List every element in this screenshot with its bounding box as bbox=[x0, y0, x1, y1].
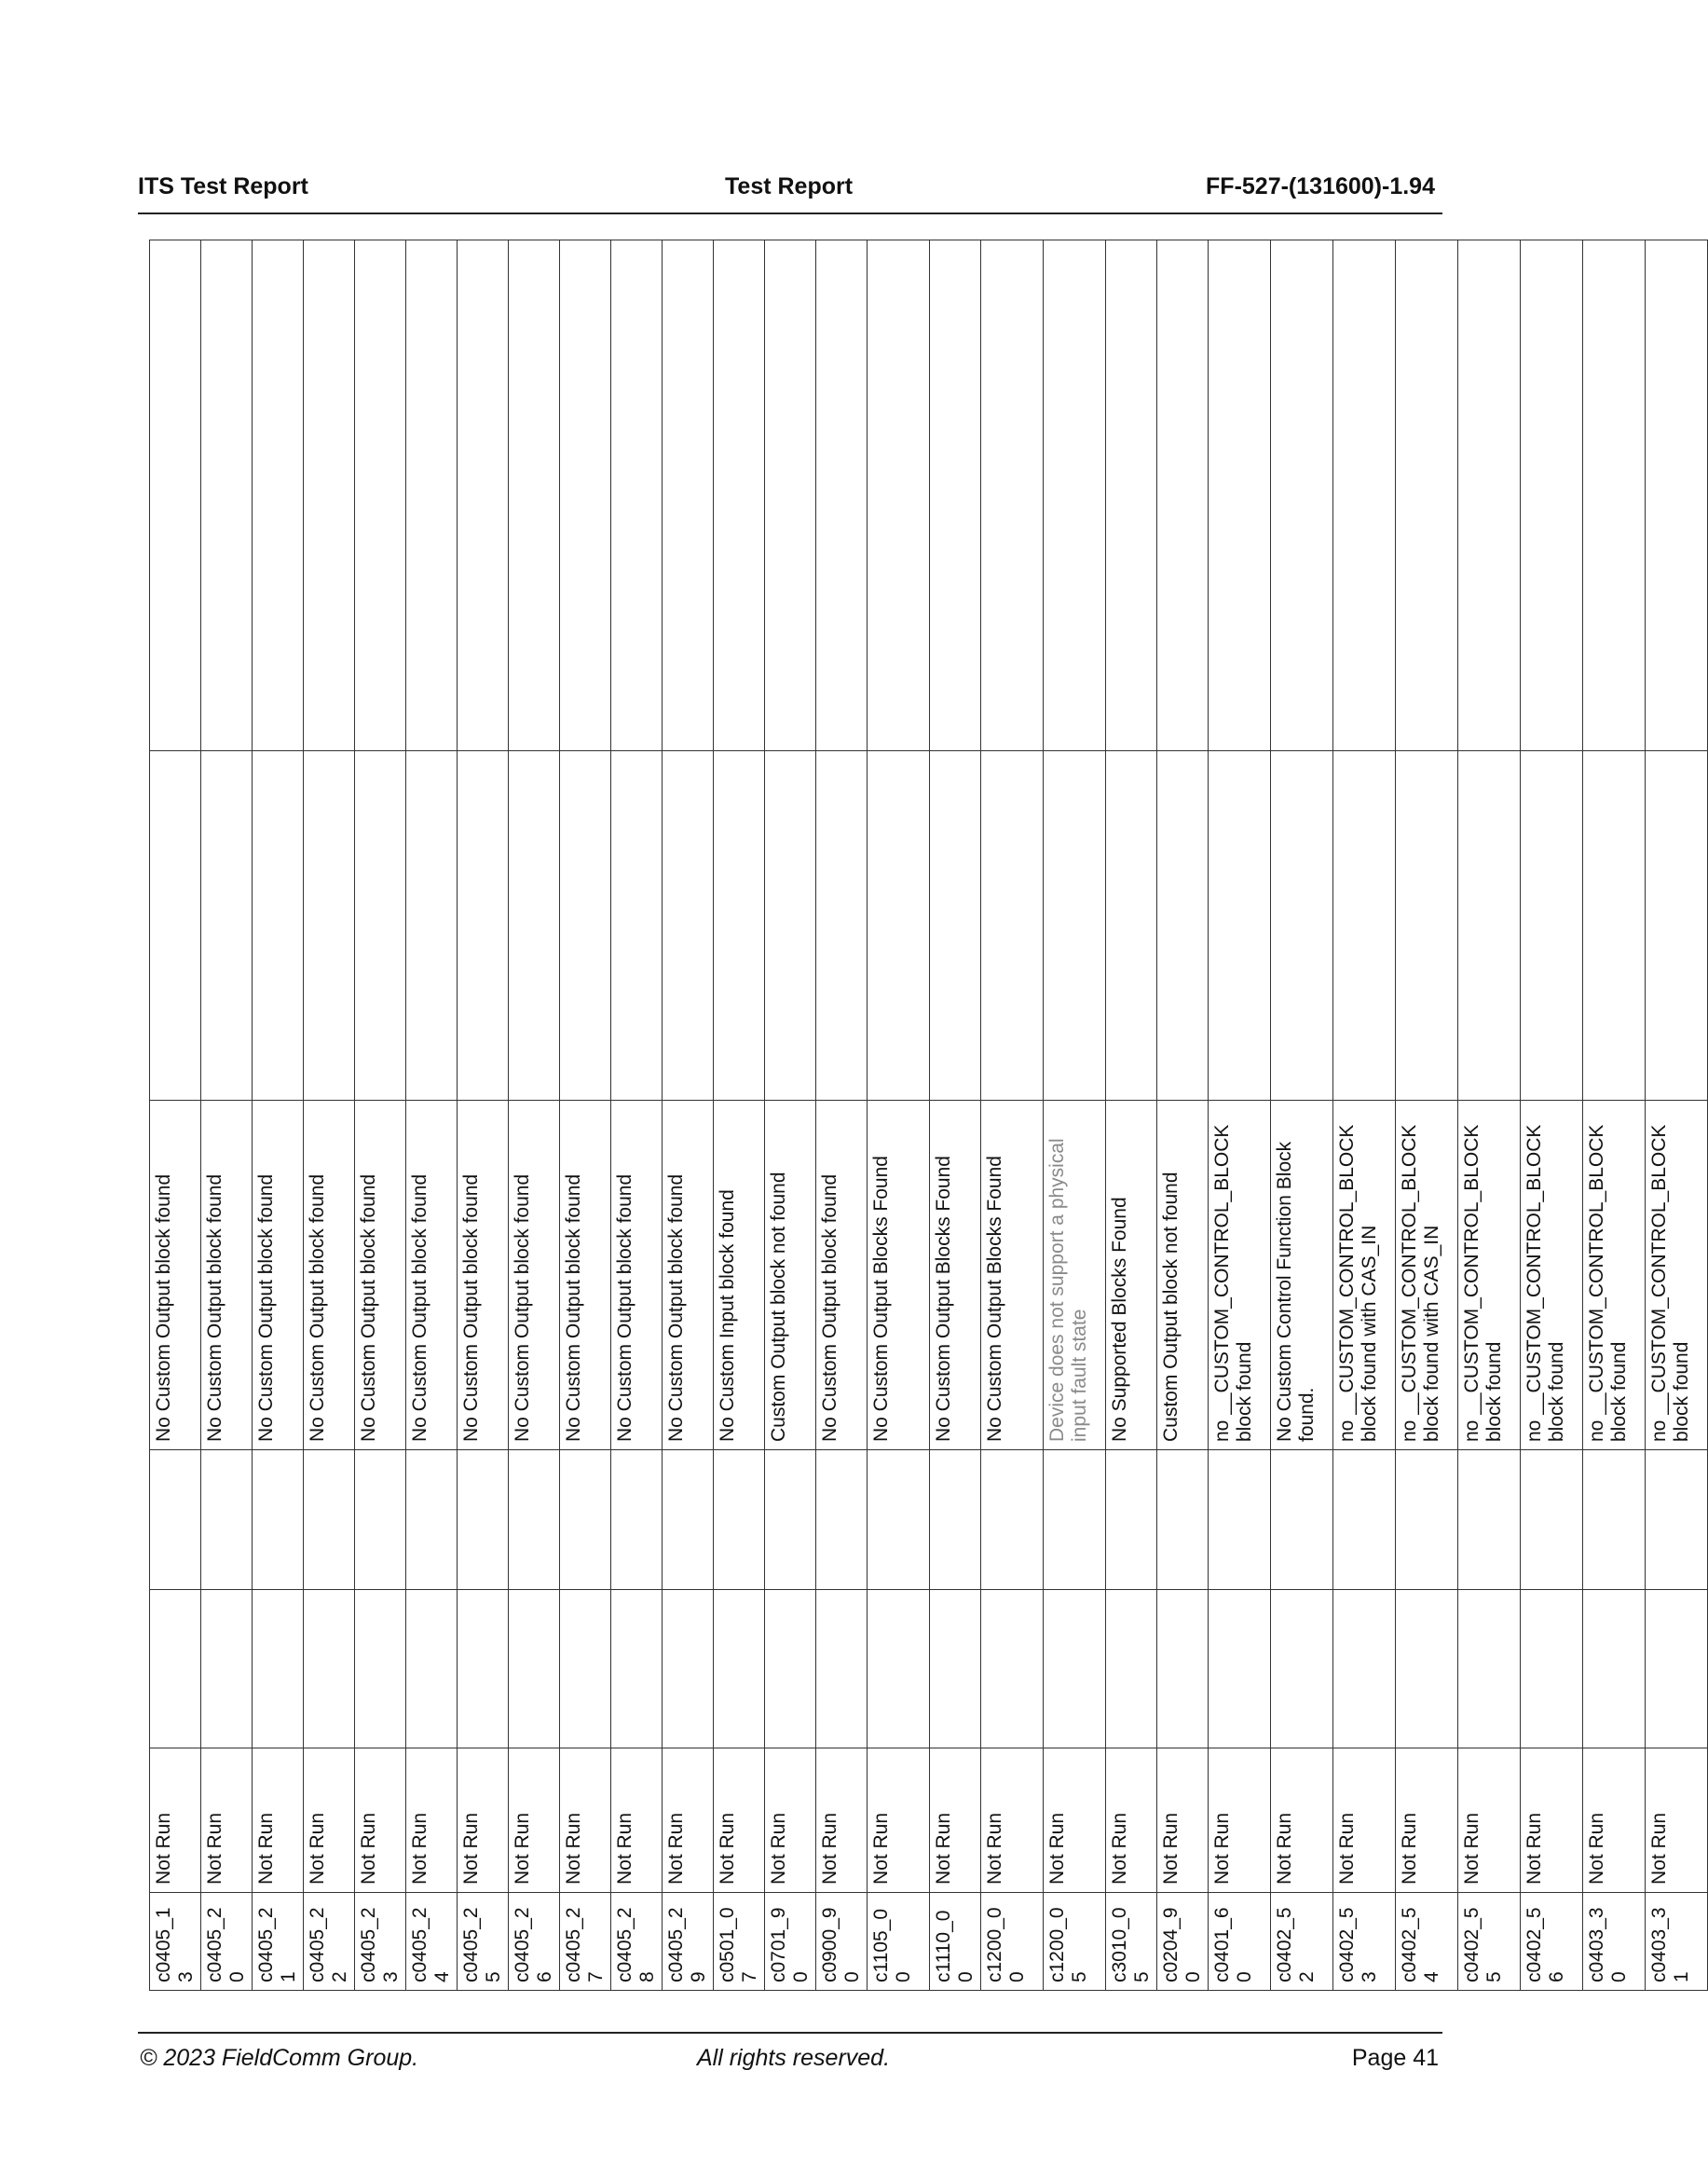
test-id-cell: c0402_55 bbox=[1458, 1893, 1521, 1991]
empty-cell bbox=[253, 1450, 304, 1590]
table-row bbox=[1271, 240, 1333, 1991]
empty-cell bbox=[816, 240, 868, 751]
table-row bbox=[714, 240, 765, 1991]
empty-cell bbox=[406, 240, 458, 751]
empty-cell bbox=[663, 1450, 714, 1590]
table-row bbox=[1521, 240, 1583, 1991]
table-row bbox=[201, 240, 253, 1991]
test-id-cell: c1105_00 bbox=[868, 1893, 930, 1991]
empty-cell bbox=[1583, 240, 1646, 751]
description-cell: no __CUSTOM_CONTROL_BLOCK block found bbox=[1521, 1101, 1583, 1450]
empty-cell bbox=[150, 1450, 201, 1590]
empty-cell bbox=[509, 1450, 560, 1590]
empty-cell bbox=[1458, 1450, 1521, 1590]
test-id-cell: c0405_20 bbox=[201, 1893, 253, 1991]
test-id-cell: c0403_31 bbox=[1646, 1893, 1708, 1991]
empty-cell bbox=[816, 1590, 868, 1748]
description-cell: no __CUSTOM_CONTROL_BLOCK block found with CAS_IN bbox=[1333, 1101, 1396, 1450]
empty-cell bbox=[714, 751, 765, 1101]
page-footer bbox=[138, 2032, 1442, 2080]
table-row bbox=[611, 240, 663, 1991]
empty-cell bbox=[611, 1590, 663, 1748]
result-cell: Not Run bbox=[150, 1748, 201, 1893]
table-row bbox=[930, 240, 981, 1991]
description-cell: No Custom Output block found bbox=[509, 1101, 560, 1450]
results-table bbox=[149, 240, 1708, 1991]
table-row bbox=[458, 240, 509, 1991]
empty-cell bbox=[714, 1590, 765, 1748]
test-id-cell: c0402_53 bbox=[1333, 1893, 1396, 1991]
empty-cell bbox=[663, 240, 714, 751]
result-cell: Not Run bbox=[1333, 1748, 1396, 1893]
test-id-cell: c1110_00 bbox=[930, 1893, 981, 1991]
empty-cell bbox=[1583, 1450, 1646, 1590]
empty-cell bbox=[1271, 1450, 1333, 1590]
empty-cell bbox=[714, 1450, 765, 1590]
table-row bbox=[253, 240, 304, 1991]
empty-cell bbox=[1157, 1450, 1209, 1590]
empty-cell bbox=[1106, 240, 1157, 751]
page-number: Page 41 bbox=[1351, 2045, 1439, 2071]
empty-cell bbox=[458, 751, 509, 1101]
report-title: ITS Test Report bbox=[138, 173, 308, 199]
empty-cell bbox=[201, 240, 253, 751]
description-cell: No Custom Output Blocks Found bbox=[930, 1101, 981, 1450]
empty-cell bbox=[981, 1450, 1044, 1590]
result-cell: Not Run bbox=[714, 1748, 765, 1893]
empty-cell bbox=[560, 1450, 611, 1590]
empty-cell bbox=[509, 240, 560, 751]
empty-cell bbox=[458, 1450, 509, 1590]
table-row bbox=[981, 240, 1044, 1991]
description-cell: no __CUSTOM_CONTROL_BLOCK block found bbox=[1458, 1101, 1521, 1450]
table-row bbox=[560, 240, 611, 1991]
empty-cell bbox=[201, 1590, 253, 1748]
empty-cell bbox=[304, 751, 355, 1101]
table-row bbox=[1458, 240, 1521, 1991]
empty-cell bbox=[1646, 751, 1708, 1101]
result-cell: Not Run bbox=[201, 1748, 253, 1893]
empty-cell bbox=[253, 751, 304, 1101]
empty-cell bbox=[714, 240, 765, 751]
test-id-cell: c1200_00 bbox=[981, 1893, 1044, 1991]
empty-cell bbox=[1396, 1590, 1458, 1748]
test-id-cell: c0405_25 bbox=[458, 1893, 509, 1991]
empty-cell bbox=[304, 1590, 355, 1748]
empty-cell bbox=[611, 1450, 663, 1590]
description-cell: No Custom Output block found bbox=[611, 1101, 663, 1450]
empty-cell bbox=[560, 751, 611, 1101]
test-id-cell: c0204_90 bbox=[1157, 1893, 1209, 1991]
result-cell: Not Run bbox=[458, 1748, 509, 1893]
description-cell: No Custom Output block found bbox=[663, 1101, 714, 1450]
table-row bbox=[1646, 240, 1708, 1991]
result-cell: Not Run bbox=[1106, 1748, 1157, 1893]
result-cell: Not Run bbox=[253, 1748, 304, 1893]
empty-cell bbox=[150, 751, 201, 1101]
empty-cell bbox=[1521, 1450, 1583, 1590]
empty-cell bbox=[355, 1590, 406, 1748]
result-cell: Not Run bbox=[981, 1748, 1044, 1893]
empty-cell bbox=[930, 1590, 981, 1748]
result-cell: Not Run bbox=[560, 1748, 611, 1893]
empty-cell bbox=[1396, 1450, 1458, 1590]
empty-cell bbox=[1458, 1590, 1521, 1748]
empty-cell bbox=[1583, 751, 1646, 1101]
empty-cell bbox=[560, 240, 611, 751]
result-cell: Not Run bbox=[304, 1748, 355, 1893]
empty-cell bbox=[1521, 1590, 1583, 1748]
empty-cell bbox=[1646, 240, 1708, 751]
table-row bbox=[1106, 240, 1157, 1991]
description-cell: No Custom Output block found bbox=[406, 1101, 458, 1450]
empty-cell bbox=[981, 1590, 1044, 1748]
empty-cell bbox=[1044, 1590, 1106, 1748]
empty-cell bbox=[1396, 751, 1458, 1101]
test-id-cell: c0405_22 bbox=[304, 1893, 355, 1991]
results-table-body bbox=[150, 240, 1708, 1991]
empty-cell bbox=[253, 1590, 304, 1748]
result-cell: Not Run bbox=[868, 1748, 930, 1893]
description-cell: no __CUSTOM_CONTROL_BLOCK block found bbox=[1209, 1101, 1271, 1450]
empty-cell bbox=[355, 751, 406, 1101]
test-id-cell: c0402_52 bbox=[1271, 1893, 1333, 1991]
result-cell: Not Run bbox=[816, 1748, 868, 1893]
description-cell: Custom Output block not found bbox=[1157, 1101, 1209, 1450]
empty-cell bbox=[868, 240, 930, 751]
test-id-cell: c0405_21 bbox=[253, 1893, 304, 1991]
empty-cell bbox=[1333, 1450, 1396, 1590]
description-cell: No Custom Output Blocks Found bbox=[981, 1101, 1044, 1450]
test-id-cell: c0405_27 bbox=[560, 1893, 611, 1991]
test-id-cell: c0405_24 bbox=[406, 1893, 458, 1991]
result-cell: Not Run bbox=[1396, 1748, 1458, 1893]
description-cell: no __CUSTOM_CONTROL_BLOCK block found bbox=[1646, 1101, 1708, 1450]
result-cell: Not Run bbox=[1521, 1748, 1583, 1893]
empty-cell bbox=[1521, 751, 1583, 1101]
empty-cell bbox=[509, 1590, 560, 1748]
test-id-cell: c0401_60 bbox=[1209, 1893, 1271, 1991]
description-cell: Custom Output block not found bbox=[765, 1101, 816, 1450]
empty-cell bbox=[1458, 240, 1521, 751]
result-cell: Not Run bbox=[509, 1748, 560, 1893]
empty-cell bbox=[406, 751, 458, 1101]
result-cell: Not Run bbox=[1458, 1748, 1521, 1893]
empty-cell bbox=[406, 1590, 458, 1748]
empty-cell bbox=[406, 1450, 458, 1590]
table-row bbox=[1209, 240, 1271, 1991]
empty-cell bbox=[611, 240, 663, 751]
empty-cell bbox=[150, 240, 201, 751]
empty-cell bbox=[1209, 751, 1271, 1101]
empty-cell bbox=[611, 751, 663, 1101]
test-id-cell: c0405_29 bbox=[663, 1893, 714, 1991]
test-id-cell: c0402_54 bbox=[1396, 1893, 1458, 1991]
empty-cell bbox=[1044, 1450, 1106, 1590]
description-cell: Device does not support a physical input fault state bbox=[1044, 1101, 1106, 1450]
description-cell: No Custom Output block found bbox=[816, 1101, 868, 1450]
empty-cell bbox=[1271, 751, 1333, 1101]
result-cell: Not Run bbox=[1044, 1748, 1106, 1893]
test-id-cell: c0900_90 bbox=[816, 1893, 868, 1991]
table-row bbox=[1396, 240, 1458, 1991]
description-cell: No Custom Output block found bbox=[304, 1101, 355, 1450]
description-cell: No Custom Output block found bbox=[201, 1101, 253, 1450]
empty-cell bbox=[816, 1450, 868, 1590]
description-cell: No Custom Output block found bbox=[355, 1101, 406, 1450]
empty-cell bbox=[1583, 1590, 1646, 1748]
empty-cell bbox=[1209, 240, 1271, 751]
empty-cell bbox=[981, 240, 1044, 751]
empty-cell bbox=[765, 1450, 816, 1590]
table-row bbox=[150, 240, 201, 1991]
test-id-cell: c0701_90 bbox=[765, 1893, 816, 1991]
empty-cell bbox=[1106, 751, 1157, 1101]
empty-cell bbox=[868, 1450, 930, 1590]
empty-cell bbox=[1157, 240, 1209, 751]
result-cell: Not Run bbox=[765, 1748, 816, 1893]
test-id-cell: c0405_28 bbox=[611, 1893, 663, 1991]
empty-cell bbox=[201, 751, 253, 1101]
empty-cell bbox=[765, 1590, 816, 1748]
empty-cell bbox=[1044, 751, 1106, 1101]
empty-cell bbox=[663, 751, 714, 1101]
table-row bbox=[509, 240, 560, 1991]
empty-cell bbox=[930, 1450, 981, 1590]
result-cell: Not Run bbox=[1209, 1748, 1271, 1893]
table-row bbox=[765, 240, 816, 1991]
empty-cell bbox=[1157, 751, 1209, 1101]
empty-cell bbox=[981, 751, 1044, 1101]
description-cell: No Custom Control Function Block found. bbox=[1271, 1101, 1333, 1450]
table-row bbox=[663, 240, 714, 1991]
empty-cell bbox=[1209, 1590, 1271, 1748]
empty-cell bbox=[930, 751, 981, 1101]
empty-cell bbox=[1333, 751, 1396, 1101]
description-cell: No Custom Output block found bbox=[150, 1101, 201, 1450]
table-row bbox=[304, 240, 355, 1991]
test-id-cell: c0405_26 bbox=[509, 1893, 560, 1991]
empty-cell bbox=[1396, 240, 1458, 751]
description-cell: No Custom Output block found bbox=[253, 1101, 304, 1450]
empty-cell bbox=[201, 1450, 253, 1590]
table-row bbox=[1583, 240, 1646, 1991]
empty-cell bbox=[1044, 240, 1106, 751]
result-cell: Not Run bbox=[930, 1748, 981, 1893]
description-cell: no __CUSTOM_CONTROL_BLOCK block found with CAS_IN bbox=[1396, 1101, 1458, 1450]
empty-cell bbox=[1271, 240, 1333, 751]
header-center-title: Test Report bbox=[725, 173, 854, 199]
empty-cell bbox=[868, 1590, 930, 1748]
test-id-cell: c0403_30 bbox=[1583, 1893, 1646, 1991]
empty-cell bbox=[458, 1590, 509, 1748]
result-cell: Not Run bbox=[406, 1748, 458, 1893]
empty-cell bbox=[1458, 751, 1521, 1101]
empty-cell bbox=[816, 751, 868, 1101]
description-cell: No Custom Output block found bbox=[458, 1101, 509, 1450]
test-id-cell: c1200_05 bbox=[1044, 1893, 1106, 1991]
table-row bbox=[868, 240, 930, 1991]
results-table-region bbox=[149, 240, 1692, 1991]
table-row bbox=[1333, 240, 1396, 1991]
description-cell: No Custom Output Blocks Found bbox=[868, 1101, 930, 1450]
table-row bbox=[1044, 240, 1106, 1991]
table-row bbox=[816, 240, 868, 1991]
empty-cell bbox=[1106, 1590, 1157, 1748]
empty-cell bbox=[765, 240, 816, 751]
empty-cell bbox=[1106, 1450, 1157, 1590]
empty-cell bbox=[1157, 1590, 1209, 1748]
result-cell: Not Run bbox=[1646, 1748, 1708, 1893]
empty-cell bbox=[1209, 1450, 1271, 1590]
empty-cell bbox=[304, 240, 355, 751]
table-row bbox=[355, 240, 406, 1991]
result-cell: Not Run bbox=[663, 1748, 714, 1893]
page-header bbox=[138, 166, 1442, 214]
result-cell: Not Run bbox=[1157, 1748, 1209, 1893]
empty-cell bbox=[509, 751, 560, 1101]
empty-cell bbox=[253, 240, 304, 751]
empty-cell bbox=[458, 240, 509, 751]
description-cell: No Custom Input block found bbox=[714, 1101, 765, 1450]
empty-cell bbox=[1333, 1590, 1396, 1748]
empty-cell bbox=[868, 751, 930, 1101]
test-id-cell: c0501_07 bbox=[714, 1893, 765, 1991]
empty-cell bbox=[1521, 240, 1583, 751]
test-id-cell: c0402_56 bbox=[1521, 1893, 1583, 1991]
empty-cell bbox=[663, 1590, 714, 1748]
result-cell: Not Run bbox=[1271, 1748, 1333, 1893]
table-row bbox=[1157, 240, 1209, 1991]
empty-cell bbox=[930, 240, 981, 751]
result-cell: Not Run bbox=[1583, 1748, 1646, 1893]
result-cell: Not Run bbox=[611, 1748, 663, 1893]
empty-cell bbox=[150, 1590, 201, 1748]
description-cell: No Supported Blocks Found bbox=[1106, 1101, 1157, 1450]
test-id-cell: c0405_13 bbox=[150, 1893, 201, 1991]
empty-cell bbox=[355, 1450, 406, 1590]
rights-notice: All rights reserved. bbox=[697, 2045, 891, 2071]
empty-cell bbox=[765, 751, 816, 1101]
empty-cell bbox=[1333, 240, 1396, 751]
document-number: FF-527-(131600)-1.94 bbox=[1206, 173, 1435, 199]
empty-cell bbox=[355, 240, 406, 751]
empty-cell bbox=[1646, 1450, 1708, 1590]
empty-cell bbox=[1646, 1590, 1708, 1748]
table-row bbox=[406, 240, 458, 1991]
empty-cell bbox=[304, 1450, 355, 1590]
empty-cell bbox=[560, 1590, 611, 1748]
result-cell: Not Run bbox=[355, 1748, 406, 1893]
description-cell: no __CUSTOM_CONTROL_BLOCK block found bbox=[1583, 1101, 1646, 1450]
description-cell: No Custom Output block found bbox=[560, 1101, 611, 1450]
test-id-cell: c3010_05 bbox=[1106, 1893, 1157, 1991]
empty-cell bbox=[1271, 1590, 1333, 1748]
test-id-cell: c0405_23 bbox=[355, 1893, 406, 1991]
copyright: © 2023 FieldComm Group. bbox=[140, 2045, 419, 2071]
